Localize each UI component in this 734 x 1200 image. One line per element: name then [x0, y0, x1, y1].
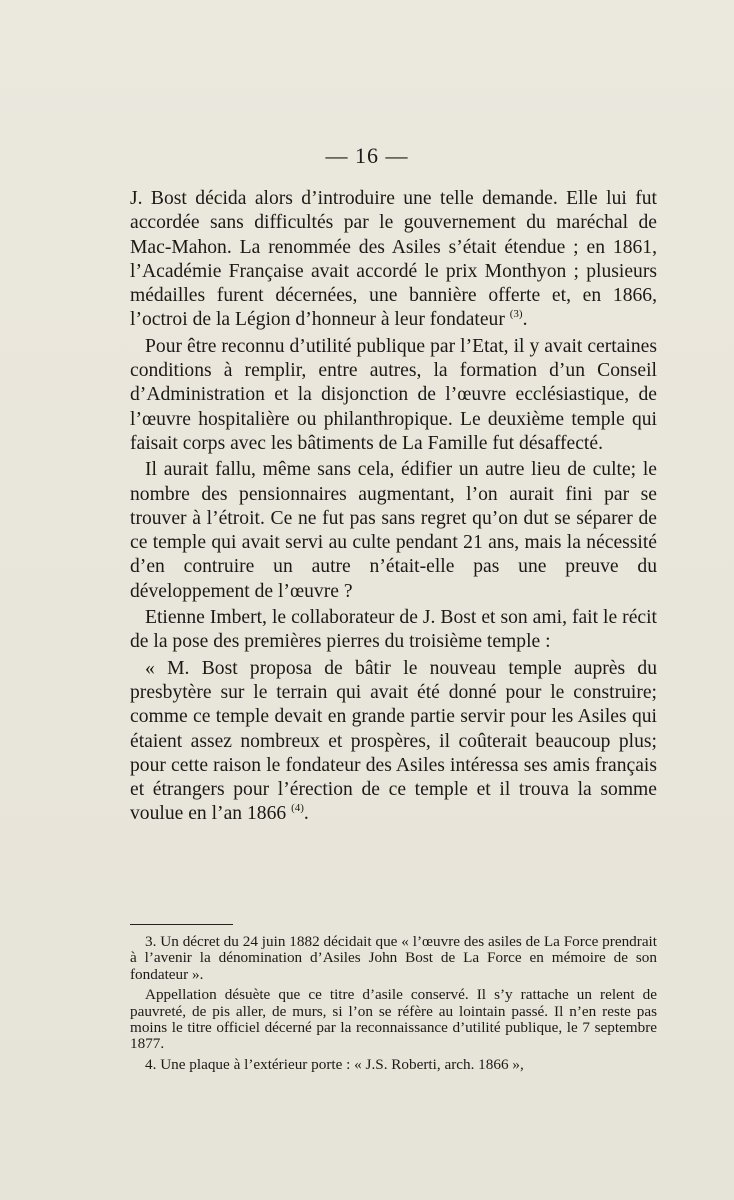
footnote: Appellation désuète que ce titre d’asile conservé. Il s’y rattache un relent de pauvreté, de pis aller, de murs, si l’on se réfère au lointain passé. Il n’en reste pas moins le titre officiel décerné par la reconnaissance d’utilité publique, le 7 septembre 1877.: [130, 986, 657, 1053]
footnote-ref: (3): [509, 308, 523, 321]
quote-text: « M. Bost proposa de bâtir le nouveau temple auprès du presbytère sur le terrain qui avait été donné pour le construire; comme ce temple devait en grande partie servir pour les Asiles qui étaient assez nombreux et prospères, il coûterait beaucoup plus; pour cette raison le fondateur des Asiles intéressa ses amis français et étrangers pour l’érection de ce temple et il trouva la somme voulue en l’an 1866: [130, 657, 657, 825]
punctuation: .: [303, 803, 309, 825]
footnotes: [130, 934, 657, 1073]
footnote: 3. Un décret du 24 juin 1882 décidait que « l’œuvre des asiles de La Force prendrait à l’avenir la dénomination d’Asiles John Bost de La Force en mémoire de son fondateur ».: [130, 933, 657, 983]
footnote-divider: [130, 924, 233, 925]
footnote: 4. Une plaque à l’extérieur porte : « J.S. Roberti, arch. 1866 »,: [145, 1055, 524, 1073]
paragraph: Etienne Imbert, le collaborateur de J. Bost et son ami, fait le récit de la pose des premières pierres du troisième temple :: [130, 607, 657, 653]
paragraph: [130, 187, 657, 333]
footnote-ref: (4): [291, 802, 304, 815]
paragraph-text: J. Bost décida alors d’introduire une telle demande. Elle lui fut accordée sans difficultés par le gouvernement du maréchal de Mac-Mahon. La renommée des Asiles s’était étendue ; en 1861, l’Académie Française avait accordé le prix Monthyon ; plusieurs médailles furent décernées, une bannière offerte et, en 1866, l’octroi de la Légion d’honneur à leur fondateur: [130, 188, 657, 331]
punctuation: .: [522, 309, 528, 331]
paragraph: Il aurait fallu, même sans cela, édifier un autre lieu de culte; le nombre des pensionnaires augmentant, l’on aurait fini par se trouver à l’étroit. Ce ne fut pas sans regret qu’on dut se séparer de ce temple qui avait servi au culte pendant 21 ans, mais la nécessité d’en contruire un autre n’était-elle pas une preuve du développement de l’œuvre ?: [130, 459, 657, 602]
page-number: — 16 —: [325, 143, 409, 168]
paragraph: Pour être reconnu d’utilité publique par l’Etat, il y avait certaines conditions à remplir, entre autres, la formation d’un Conseil d’Administration et la disjonction de l’œuvre ecclésiastique, de l’œuvre hospitalière ou philanthropique. Le deuxième temple qui faisait corps avec les bâtiments de La Famille fut désaffecté.: [130, 335, 657, 454]
paragraph: [130, 657, 657, 827]
body-text: [130, 187, 657, 827]
